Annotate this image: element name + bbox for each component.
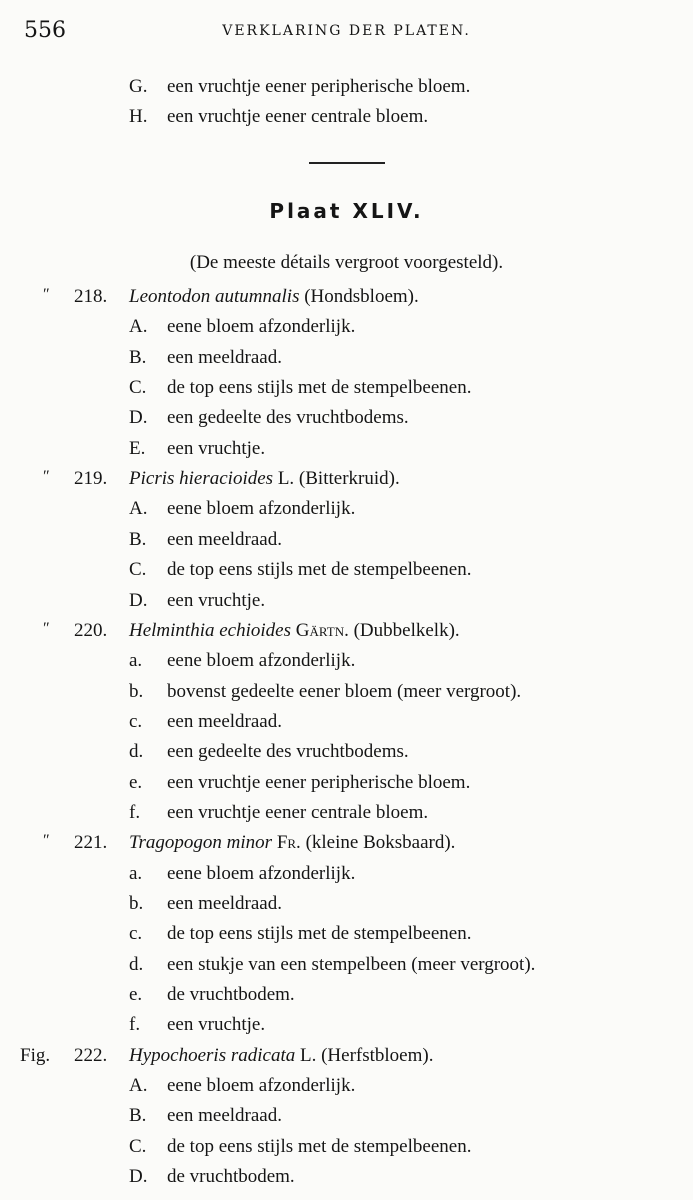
item-letter: D. — [129, 407, 148, 428]
author-abbreviation: Fr. — [276, 832, 301, 853]
item-text: een vruchtje eener centrale bloem. — [167, 106, 429, 127]
item-text: eene bloem afzonderlijk. — [167, 863, 356, 884]
common-name: (kleine Boksbaard). — [305, 832, 456, 853]
item-letter: a. — [129, 650, 143, 671]
scientific-name: Hypochoeris radicata — [129, 1045, 296, 1066]
item-letter: b. — [129, 893, 144, 914]
item-text: een stukje van een stempelbeen (meer vergroot). — [167, 954, 536, 975]
author-abbreviation: L. — [299, 1045, 317, 1066]
item-text: eene bloem afzonderlijk. — [167, 650, 356, 671]
ditto-marker: ″ — [42, 832, 49, 849]
item-text: een vruchtje. — [167, 438, 266, 459]
ditto-marker: ″ — [42, 468, 49, 485]
item-letter: c. — [129, 711, 143, 732]
plate-title: Plaat XLIV. — [269, 199, 424, 223]
common-name: (Herfstbloem). — [321, 1045, 434, 1066]
species-line — [129, 286, 419, 308]
common-name: (Bitterkruid). — [298, 468, 400, 489]
item-letter: A. — [129, 316, 148, 337]
scientific-name: Leontodon autumnalis — [129, 286, 300, 307]
item-text: de top eens stijls met de stempelbeenen. — [167, 1136, 472, 1157]
item-letter: C. — [129, 559, 147, 580]
item-text: een gedeelte des vruchtbodems. — [167, 407, 409, 428]
item-text: een vruchtje eener peripherische bloem. — [167, 76, 471, 97]
item-letter: D. — [129, 590, 148, 611]
item-letter: B. — [129, 347, 147, 368]
author-abbreviation: Gärtn. — [295, 620, 349, 641]
figure-number: 218. — [74, 286, 108, 307]
item-text: de vruchtbodem. — [167, 1166, 295, 1187]
common-name: (Hondsbloem). — [304, 286, 419, 307]
item-text: de vruchtbodem. — [167, 984, 295, 1005]
item-letter: B. — [129, 1105, 147, 1126]
fig-label: Fig. — [20, 1045, 51, 1066]
ditto-marker: ″ — [42, 620, 49, 637]
item-text: bovenst gedeelte eener bloem (meer vergroot). — [167, 681, 522, 702]
species-line — [129, 1045, 433, 1067]
section-divider — [309, 162, 385, 164]
common-name: (Dubbelkelk). — [353, 620, 460, 641]
plate-subtitle: (De meeste détails vergroot voorgesteld). — [189, 252, 504, 273]
item-letter: C. — [129, 1136, 147, 1157]
item-letter: H. — [129, 106, 148, 127]
item-text: de top eens stijls met de stempelbeenen. — [167, 559, 472, 580]
item-letter: f. — [129, 802, 141, 823]
item-text: een meeldraad. — [167, 529, 282, 550]
item-text: een meeldraad. — [167, 347, 282, 368]
figure-number: 220. — [74, 620, 108, 641]
item-letter: f. — [129, 1014, 141, 1035]
item-text: een vruchtje eener centrale bloem. — [167, 802, 429, 823]
item-letter: C. — [129, 377, 147, 398]
item-text: een vruchtje. — [167, 590, 266, 611]
species-line — [129, 620, 460, 642]
item-letter: B. — [129, 529, 147, 550]
author-abbreviation: L. — [277, 468, 295, 489]
item-text: de top eens stijls met de stempelbeenen. — [167, 377, 472, 398]
item-letter: d. — [129, 954, 144, 975]
item-letter: e. — [129, 984, 143, 1005]
item-text: eene bloem afzonderlijk. — [167, 316, 356, 337]
item-letter: A. — [129, 1075, 148, 1096]
item-text: een meeldraad. — [167, 1105, 282, 1126]
scientific-name: Picris hieracioides — [129, 468, 274, 489]
item-text: een meeldraad. — [167, 893, 282, 914]
figure-number: 221. — [74, 832, 108, 853]
item-text: de top eens stijls met de stempelbeenen. — [167, 923, 472, 944]
item-text: eene bloem afzonderlijk. — [167, 1075, 356, 1096]
item-letter: d. — [129, 741, 144, 762]
page-header — [0, 18, 693, 48]
ditto-marker: ″ — [42, 286, 49, 303]
item-letter: c. — [129, 923, 143, 944]
running-title: VERKLARING DER PLATEN. — [222, 23, 471, 39]
item-text: een vruchtje. — [167, 1014, 266, 1035]
item-letter: a. — [129, 863, 143, 884]
item-letter: e. — [129, 772, 143, 793]
item-text: een vruchtje eener peripherische bloem. — [167, 772, 471, 793]
scientific-name: Helminthia echioides — [129, 620, 291, 641]
figure-number: 222. — [74, 1045, 108, 1066]
item-text: eene bloem afzonderlijk. — [167, 498, 356, 519]
item-text: een meeldraad. — [167, 711, 282, 732]
page-number: 556 — [24, 18, 66, 43]
species-line — [129, 832, 455, 854]
species-line — [129, 468, 400, 490]
item-letter: G. — [129, 76, 148, 97]
item-letter: b. — [129, 681, 144, 702]
item-letter: D. — [129, 1166, 148, 1187]
figure-number: 219. — [74, 468, 108, 489]
scientific-name: Tragopogon minor — [129, 832, 273, 853]
item-text: een gedeelte des vruchtbodems. — [167, 741, 409, 762]
item-letter: A. — [129, 498, 148, 519]
item-letter: E. — [129, 438, 146, 459]
